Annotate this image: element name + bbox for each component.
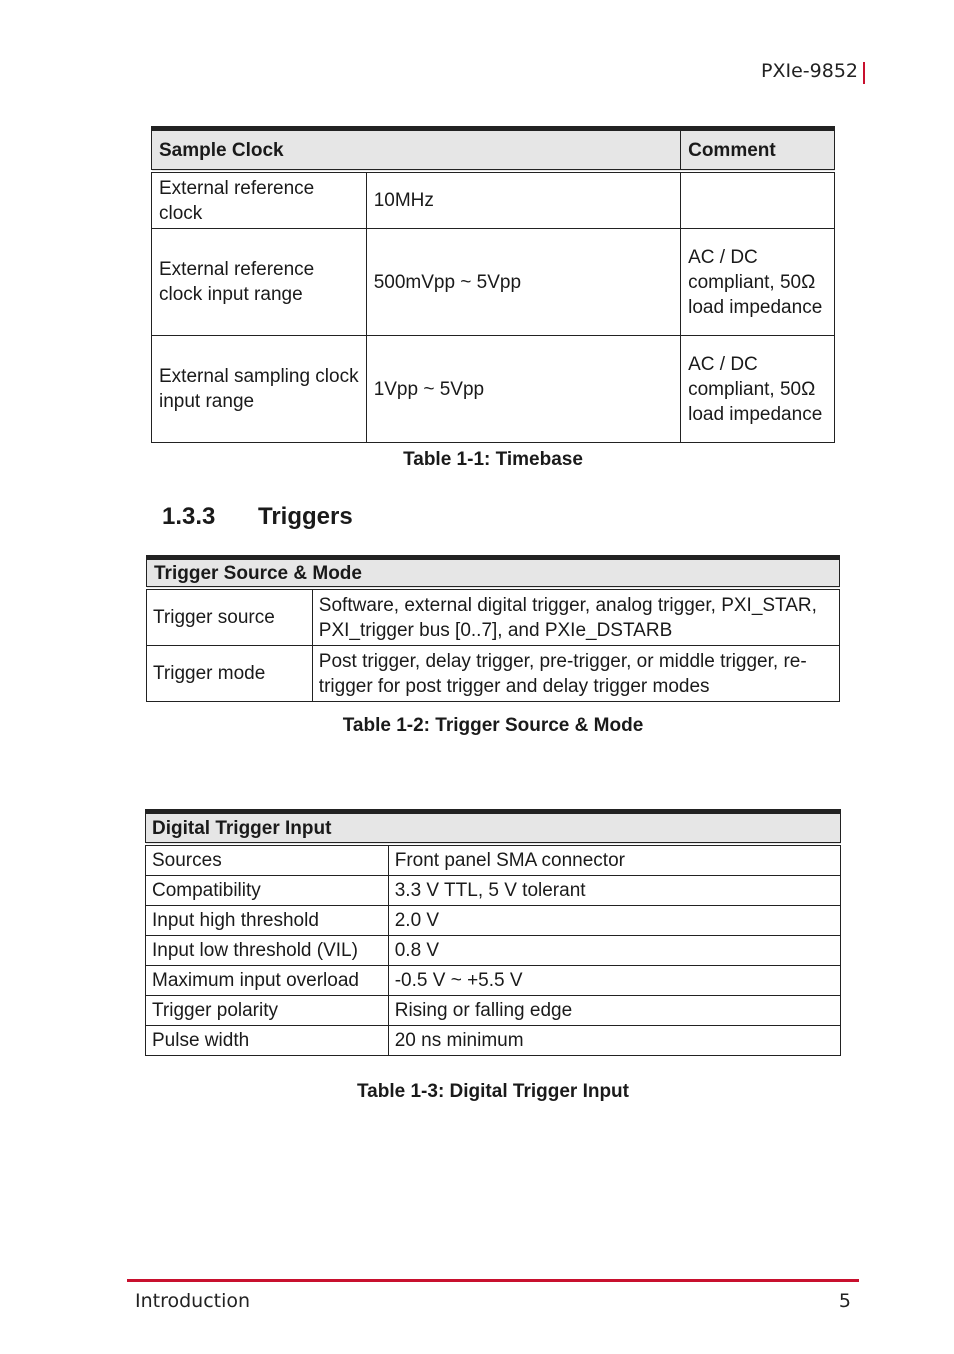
row-value: 500mVpp ~ 5Vpp (366, 229, 680, 336)
table-row (146, 936, 841, 966)
row-value: 10MHz (366, 171, 680, 229)
row-value: Post trigger, delay trigger, pre-trigger, or middle trigger, re-trigger for post trigger and delay trigger modes (312, 646, 839, 702)
table-caption: Table 1-2: Trigger Source & Mode (342, 715, 644, 736)
row-comment (681, 171, 835, 229)
row-label: Maximum input overload (146, 966, 389, 996)
table-caption: Table 1-3: Digital Trigger Input (356, 1081, 629, 1102)
row-value: 20 ns minimum (388, 1026, 840, 1056)
table-header-row (152, 129, 835, 172)
row-label: Compatibility (146, 876, 389, 906)
row-label: External reference clock (152, 171, 367, 229)
page-number: 5 (838, 1290, 851, 1312)
footer-divider (127, 1279, 859, 1282)
section-number: 1.3.3 (162, 503, 216, 530)
row-value: Rising or falling edge (388, 996, 840, 1026)
footer-chapter: Introduction (135, 1290, 251, 1312)
table-header-cell: Comment (681, 129, 835, 172)
row-label: Trigger mode (147, 646, 313, 702)
row-label: External sampling clock input range (152, 336, 367, 443)
table-header-row (146, 812, 841, 845)
row-value: 2.0 V (388, 906, 840, 936)
row-label: External reference clock input range (152, 229, 367, 336)
row-value: 1Vpp ~ 5Vpp (366, 336, 680, 443)
table-row (146, 844, 841, 876)
row-label: Trigger source (147, 588, 313, 646)
row-value: -0.5 V ~ +5.5 V (388, 966, 840, 996)
row-value: Software, external digital trigger, analog trigger, PXI_STAR, PXI_trigger bus [0..7], and PXIe_DSTARB (312, 588, 839, 646)
row-label: Input high threshold (146, 906, 389, 936)
section-heading (162, 503, 353, 531)
table-row (146, 996, 841, 1026)
table-row (147, 646, 840, 702)
table-row (147, 588, 840, 646)
table-header-cell: Sample Clock (152, 129, 681, 172)
table-header-cell: Trigger Source & Mode (147, 558, 840, 589)
table-caption: Table 1-1: Timebase (403, 449, 583, 470)
table-row (146, 876, 841, 906)
row-label: Pulse width (146, 1026, 389, 1056)
row-label: Input low threshold (VIL) (146, 936, 389, 966)
row-label: Sources (146, 844, 389, 876)
row-value: 3.3 V TTL, 5 V tolerant (388, 876, 840, 906)
row-label: Trigger polarity (146, 996, 389, 1026)
table-row (152, 229, 835, 336)
row-value: Front panel SMA connector (388, 844, 840, 876)
trigger-source-mode-table (146, 555, 840, 702)
timebase-table (151, 126, 835, 443)
table-row (146, 906, 841, 936)
table-header-cell: Digital Trigger Input (146, 812, 841, 845)
row-comment: AC / DC compliant, 50Ω load impedance (681, 229, 835, 336)
table-row (152, 171, 835, 229)
section-title: Triggers (258, 503, 353, 530)
table-row (152, 336, 835, 443)
digital-trigger-input-table (145, 809, 841, 1056)
table-header-row (147, 558, 840, 589)
table-row (146, 966, 841, 996)
row-comment: AC / DC compliant, 50Ω load impedance (681, 336, 835, 443)
table-row (146, 1026, 841, 1056)
document-title: PXIe-9852 (761, 60, 858, 82)
header-accent-bar (863, 62, 865, 84)
row-value: 0.8 V (388, 936, 840, 966)
